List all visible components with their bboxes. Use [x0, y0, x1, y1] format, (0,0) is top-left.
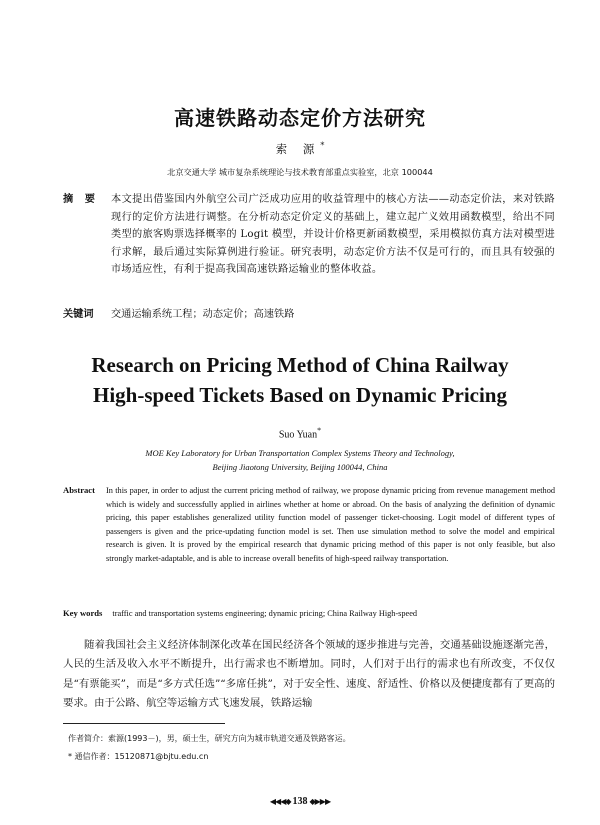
- chinese-keywords-label: 关键词: [63, 309, 94, 320]
- english-title-line-1: Research on Pricing Method of China Railway: [91, 353, 509, 377]
- english-author-name: Suo Yuan: [278, 429, 318, 441]
- footnote-corresponding-author: * 通信作者：15120871@bjtu.edu.cn: [68, 752, 209, 761]
- chinese-author-mark: *: [320, 141, 325, 151]
- chinese-keywords-text: 交通运输系统工程；动态定价；高速铁路: [111, 309, 295, 320]
- english-author-mark: *: [317, 426, 322, 435]
- page-number-right-ornament: ◆▶▶▶: [309, 797, 331, 807]
- chinese-abstract-text: 本文提出借鉴国内外航空公司广泛成功应用的收益管理中的核心方法——动态定价法，来对铁路现行的定价方法进行调整。在分析动态定价定义的基础上，建立起广义效用函数模型，给出不同类型的旅客购票选择概率的 Logit 模型，并设计价格更新函数模型，采用模拟仿真方法对模型进行求解，最后通过实际算例进行验证。研究表明，动态定价方法不仅是可行的，而且具有较强的市场适应性，有利于提高我国高速铁路运输业的整体收益。: [111, 194, 555, 276]
- english-title-line-2: High-speed Tickets Based on Dynamic Pricing: [92, 383, 507, 407]
- english-keywords-text: traffic and transportation systems engineering; dynamic pricing; China Railway High-speed: [112, 609, 418, 618]
- english-abstract: [63, 484, 555, 566]
- chinese-author-name: 索 源: [275, 142, 321, 156]
- chinese-abstract-label: 摘 要: [63, 194, 99, 205]
- english-title: [0, 350, 600, 410]
- chinese-abstract: [63, 191, 555, 279]
- introduction: [63, 636, 555, 714]
- page-number: 138: [292, 796, 308, 808]
- introduction-paragraph: 随着我国社会主义经济体制深化改革在国民经济各个领域的逐步推进与完善，交通基础设施逐渐完善，人民的生活及收入水平不断提升，出行需求也不断增加。同时，人们对于出行的需求也有所改变，不仅仅是“有票能买”，而是“多方式任选”“多席任挑”，对于安全性、速度、舒适性、价格以及便捷度都有了更高的要求。由于公路、航空等运输方式飞速发展，铁路运输: [63, 639, 555, 710]
- english-affiliation-line-2: Beijing Jiaotong University, Beijing 100044, China: [212, 462, 388, 472]
- page-number-footer: [0, 796, 600, 807]
- english-keywords: [63, 608, 555, 618]
- page-number-left-ornament: ◀◀◀◆: [269, 797, 291, 807]
- english-abstract-text: In this paper, in order to adjust the current pricing method of railway, we propose dynamic pricing from revenue management method which is widely and successfully applied in airlines whether at home or abroad. On the basis of analyzing the definition of dynamic pricing, this paper establishes generalized utility function model of passenger ticket-choosing. Logit model of different types of passengers is given and the price-updating function model is set. Then use simulation method to solve the model and empirical research is given. It is proved by the empirical research that dynamic pricing method of this paper is not only feasible, but also strongly market-adaptable, and is able to increase overall benefits of high-speed railway transportation.: [106, 486, 555, 563]
- footnote-author-info: 作者简介：索源(1993－)，男，硕士生，研究方向为城市轨道交通及铁路客运。: [68, 734, 351, 743]
- english-abstract-label: Abstract: [63, 485, 95, 495]
- chinese-affiliation: 北京交通大学 城市复杂系统理论与技术教育部重点实验室，北京 100044: [167, 167, 433, 177]
- english-affiliation-line-1: MOE Key Laboratory for Urban Transportation Complex Systems Theory and Technology,: [145, 448, 455, 458]
- english-author: [0, 426, 600, 440]
- chinese-title: 高速铁路动态定价方法研究: [174, 106, 426, 130]
- footnote-divider: [63, 723, 225, 724]
- chinese-keywords: [63, 307, 555, 323]
- english-affiliation: [0, 446, 600, 474]
- english-keywords-label: Key words: [63, 608, 103, 618]
- chinese-author: [0, 141, 600, 157]
